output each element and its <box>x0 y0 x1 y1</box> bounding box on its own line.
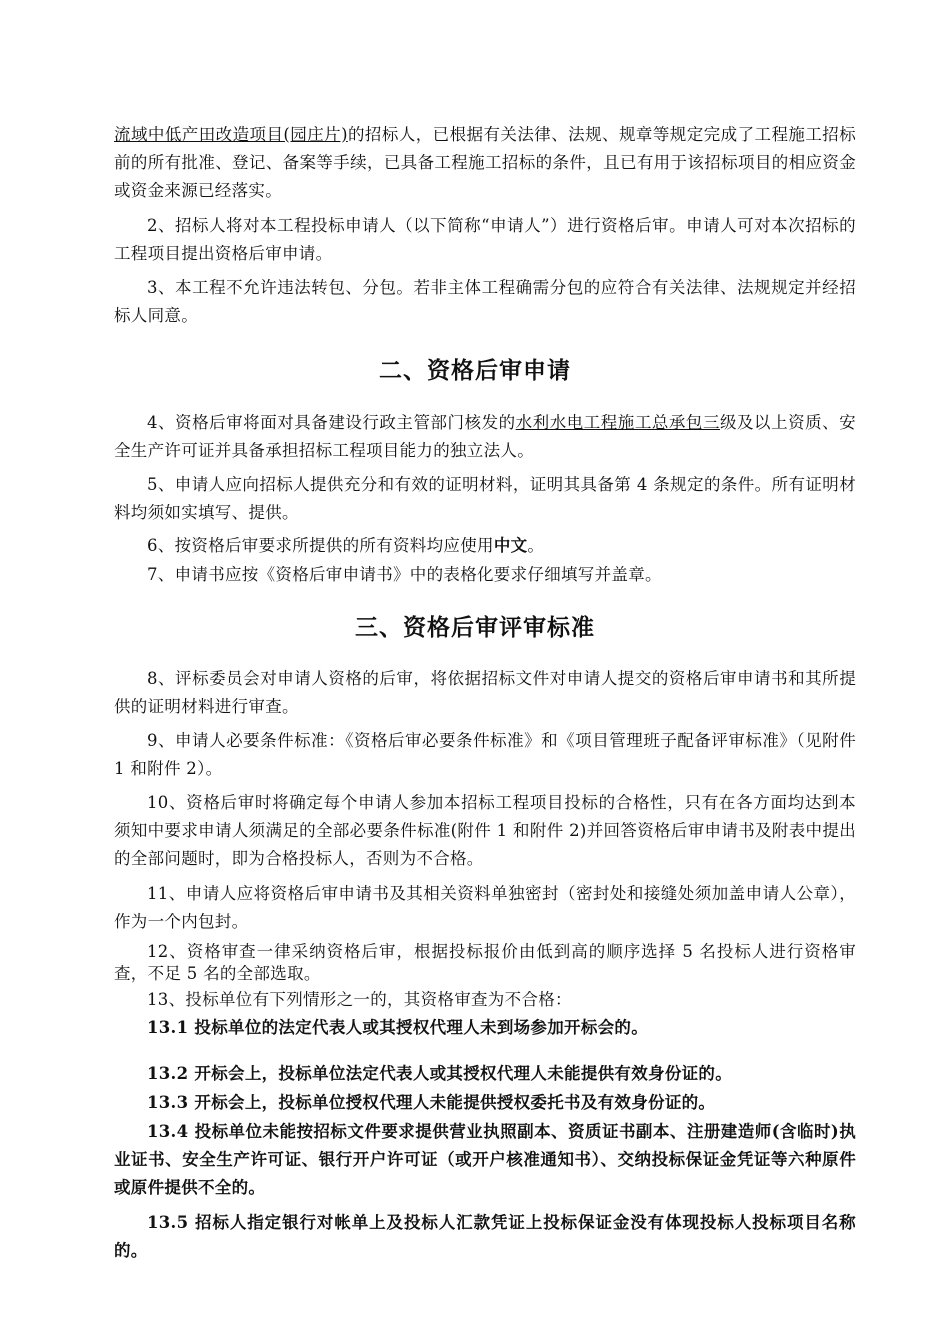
clause-6 <box>114 532 856 560</box>
clause-11: 11、申请人应将资格后审申请书及其相关资料单独密封（密封处和接缝处须加盖申请人公章），作为一个内包封。 <box>114 884 856 931</box>
clause-13-3: 13.3 开标会上，投标单位授权代理人未能提供授权委托书及有效身份证的。 <box>147 1093 716 1112</box>
clause-13-2: 13.2 开标会上，投标单位法定代表人或其授权代理人未能提供有效身份证的。 <box>147 1064 733 1083</box>
clause-13-4: 13.4 投标单位未能按招标文件要求提供营业执照副本、资质证书副本、注册建造师(含临时)执业证书、安全生产许可证、银行开户许可证（或开户核准通知书）、交纳投标保证金凭证等六种原件或原件提供不全的。 <box>114 1122 856 1197</box>
language-requirement: 中文 <box>493 536 528 555</box>
clause-4-before: 4、资格后审将面对具备建设行政主管部门核发的 <box>147 413 516 432</box>
clause-7: 7、申请书应按《资格后审申请书》中的表格化要求仔细填写并盖章。 <box>147 565 662 584</box>
clause-9: 9、申请人必要条件标准：《资格后审必要条件标准》和《项目管理班子配备评审标准》（见附件 1 和附件 2）。 <box>114 731 856 778</box>
qualification-requirement: 水利水电工程施工总承包三 <box>515 413 720 432</box>
section-3-heading: 三、资格后审评审标准 <box>355 615 595 641</box>
clause-6-after: 。 <box>527 536 545 555</box>
clause-6-before: 6、按资格后审要求所提供的所有资料均应使用 <box>147 536 494 555</box>
clause-5: 5、申请人应向招标人提供充分和有效的证明材料，证明其具备第 4 条规定的条件。所有证明材料均须如实填写、提供。 <box>114 475 856 522</box>
section-2-heading: 二、资格后审申请 <box>379 358 571 384</box>
clause-13-5: 13.5 招标人指定银行对帐单上及投标人汇款凭证上投标保证金没有体现投标人投标项目名称的。 <box>114 1213 856 1260</box>
clause-8: 8、评标委员会对申请人资格的后审，将依据招标文件对申请人提交的资格后审申请书和其所提供的证明材料进行审查。 <box>114 669 856 716</box>
intro-text: 的招标人，已根据有关法律、法规、规章等规定完成了工程施工招标前的所有批准、登记、备案等手续，已具备工程施工招标的条件，且已有用于该招标项目的相应资金或资金来源已经落实。 <box>114 125 857 200</box>
clause-4-after: 级及以上资质、安全生产许可证并具备承担招标工程项目能力的独立法人。 <box>114 413 856 460</box>
clause-13-1: 13.1 投标单位的法定代表人或其授权代理人未到场参加开标会的。 <box>147 1018 649 1037</box>
clause-3: 3、本工程不允许违法转包、分包。若非主体工程确需分包的应符合有关法律、法规规定并经招标人同意。 <box>114 278 856 325</box>
clause-12: 12、资格审查一律采纳资格后审，根据投标报价由低到高的顺序选择 5 名投标人进行资格审查，不足 5 名的全部选取。 <box>114 942 856 983</box>
clause-10: 10、资格后审时将确定每个申请人参加本招标工程项目投标的合格性，只有在各方面均达到本须知中要求申请人须满足的全部必要条件标准(附件 1 和附件 2)并回答资格后审申请书及附表中提出的全部问题时，即为合格投标人，否则为不合格。 <box>114 793 856 868</box>
clause-2: 2、招标人将对本工程投标申请人（以下简称“申请人”）进行资格后审。申请人可对本次招标的工程项目提出资格后审申请。 <box>114 216 856 263</box>
clause-4 <box>114 409 856 465</box>
project-name: 流域中低产田改造项目(园庄片) <box>114 125 348 144</box>
clause-13: 13、投标单位有下列情形之一的，其资格审查为不合格： <box>147 990 572 1009</box>
intro-paragraph <box>114 121 856 205</box>
